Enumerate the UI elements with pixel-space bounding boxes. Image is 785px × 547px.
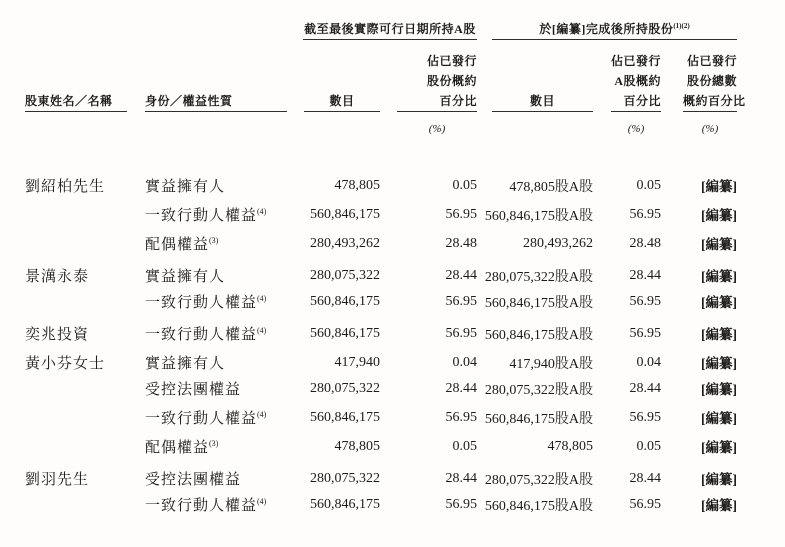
group1-header-cell: [287, 0, 477, 40]
cell-pct-current: 56.95: [445, 496, 478, 512]
cell-number-after: 280,075,322股A股: [484, 269, 594, 285]
cell-shareholder-name: [25, 374, 145, 403]
cell-number-after: 280,493,262: [523, 235, 594, 251]
table-row: [25, 461, 737, 490]
cell-capacity: 受控法團權益: [145, 382, 242, 398]
cell-number-after: 280,075,322股A股: [484, 382, 594, 398]
cell-number-current: 417,940: [334, 354, 380, 370]
cell-number-current: 280,075,322: [310, 267, 380, 283]
cell-pct-total-after: [編纂]: [701, 498, 738, 513]
cell-shareholder-name: 奕兆投資: [25, 327, 90, 343]
cell-number-current: 560,846,175: [310, 325, 380, 341]
cell-shareholder-name: 景澫永泰: [25, 269, 90, 285]
cell-number-current: 560,846,175: [310, 409, 380, 425]
cell-pct-current: 56.95: [445, 293, 478, 309]
cell-capacity: 實益擁有人: [145, 179, 226, 195]
table-row: [25, 200, 737, 229]
cell-shareholder-name: [25, 287, 145, 316]
cell-pct-a-after: 28.44: [629, 470, 662, 486]
header-number-after: [477, 40, 593, 112]
header-number-current-label: 數目: [329, 94, 355, 108]
group2-title: [492, 18, 737, 40]
cell-shareholder-name: [25, 432, 145, 461]
cell-capacity: 受控法團權益: [145, 472, 242, 488]
cell-shareholder-name: 黃小芬女士: [25, 356, 106, 372]
cell-pct-a-after: 56.95: [629, 409, 662, 425]
cell-pct-current: 56.95: [445, 206, 478, 222]
cell-pct-total-after: [編纂]: [701, 356, 738, 371]
group1-title: [303, 21, 477, 40]
header-number-current: [287, 40, 380, 112]
group2-title-text: 於[編纂]完成後所持股份: [539, 22, 674, 36]
cell-capacity: 配偶權益$^{(3)}$: [145, 236, 219, 253]
cell-shareholder-name: 劉紹柏先生: [25, 179, 106, 195]
header-number-after-label: 數目: [530, 94, 556, 108]
cell-capacity: 實益擁有人: [145, 269, 226, 285]
table-row: [25, 229, 737, 258]
cell-capacity: 配偶權益$^{(3)}$: [145, 439, 219, 456]
cell-pct-a-after: 56.95: [629, 206, 662, 222]
shareholding-table: [25, 0, 746, 519]
cell-number-after: 478,805股A股: [509, 179, 594, 195]
pct-unit-current: (%): [428, 123, 446, 135]
table-row: [25, 171, 737, 200]
cell-number-current: 478,805: [334, 438, 380, 454]
cell-capacity: 一致行動人權益$^{(4)}$: [145, 294, 267, 311]
cell-pct-current: 28.44: [445, 470, 478, 486]
cell-pct-a-after: 28.48: [629, 235, 662, 251]
cell-shareholder-name: [25, 200, 145, 229]
cell-pct-a-after: 0.05: [636, 438, 662, 454]
pct-unit-total-after: (%): [701, 123, 719, 135]
cell-pct-current: 56.95: [445, 325, 478, 341]
header-pct-current: 佔已發行 股份概約 百分比: [380, 40, 477, 112]
cell-number-current: 280,493,262: [310, 235, 380, 251]
header-pct-a-after: 佔已發行 A股概約 百分比: [593, 40, 661, 112]
cell-capacity: 一致行動人權益$^{(4)}$: [145, 410, 267, 427]
cell-number-after: 478,805: [547, 438, 594, 454]
table-row: [25, 345, 737, 374]
cell-pct-current: 0.05: [452, 438, 478, 454]
cell-pct-current: 0.05: [452, 177, 478, 193]
header-shareholder-name: [25, 40, 145, 112]
cell-number-current: 280,075,322: [310, 380, 380, 396]
cell-number-after: 280,075,322股A股: [484, 472, 594, 488]
cell-pct-current: 0.04: [452, 354, 478, 370]
cell-pct-total-after: [編纂]: [701, 472, 738, 487]
group2-title-footnote: (1)(2): [673, 22, 690, 30]
column-caption-row: [25, 40, 737, 112]
cell-number-after: 417,940股A股: [509, 356, 594, 372]
cell-pct-total-after: [編纂]: [701, 440, 738, 455]
table-row: [25, 316, 737, 345]
group2-header-cell: [477, 0, 737, 40]
cell-pct-a-after: 56.95: [629, 325, 662, 341]
header-shareholder-label: 股東姓名／名稱: [25, 94, 113, 108]
table-row: [25, 374, 737, 403]
group1-title-text: 截至最後實際可行日期所持A股: [304, 22, 476, 36]
cell-number-after: 560,846,175股A股: [484, 411, 594, 427]
cell-pct-total-after: [編纂]: [701, 327, 738, 342]
cell-pct-current: 56.95: [445, 409, 478, 425]
cell-number-current: 560,846,175: [310, 206, 380, 222]
cell-number-current: 478,805: [334, 177, 380, 193]
cell-pct-a-after: 0.05: [636, 177, 662, 193]
cell-pct-total-after: [編纂]: [701, 208, 738, 223]
cell-capacity: 一致行動人權益$^{(4)}$: [145, 326, 267, 343]
cell-number-current: 560,846,175: [310, 496, 380, 512]
cell-shareholder-name: 劉羽先生: [25, 472, 90, 488]
cell-pct-current: 28.48: [445, 235, 478, 251]
cell-pct-current: 28.44: [445, 380, 478, 396]
group-header-row: [25, 0, 737, 40]
cell-capacity: 一致行動人權益$^{(4)}$: [145, 207, 267, 224]
cell-number-after: 560,846,175股A股: [484, 295, 594, 311]
header-capacity: [145, 40, 287, 112]
cell-pct-a-after: 56.95: [629, 496, 662, 512]
cell-shareholder-name: [25, 403, 145, 432]
cell-pct-a-after: 56.95: [629, 293, 662, 309]
cell-capacity: 實益擁有人: [145, 356, 226, 372]
percent-unit-row: [25, 112, 737, 150]
cell-number-after: 560,846,175股A股: [484, 208, 594, 224]
cell-pct-total-after: [編纂]: [701, 295, 738, 310]
cell-pct-total-after: [編纂]: [701, 237, 738, 252]
header-capacity-label: 身份／權益性質: [145, 94, 233, 108]
cell-pct-total-after: [編纂]: [701, 382, 738, 397]
cell-number-current: 560,846,175: [310, 293, 380, 309]
header-pct-total-after: 佔已發行 股份總數 概約百分比: [661, 40, 737, 112]
cell-number-after: 560,846,175股A股: [484, 327, 594, 343]
cell-number-current: 280,075,322: [310, 470, 380, 486]
pct-unit-a-after: (%): [627, 123, 645, 135]
table-row: [25, 258, 737, 287]
table-row: [25, 490, 737, 519]
cell-number-after: 560,846,175股A股: [484, 498, 594, 514]
cell-shareholder-name: [25, 229, 145, 258]
cell-pct-a-after: 28.44: [629, 267, 662, 283]
cell-shareholder-name: [25, 490, 145, 519]
spacer-row: [25, 150, 737, 171]
table-row: [25, 403, 737, 432]
cell-pct-total-after: [編纂]: [701, 269, 738, 284]
cell-pct-a-after: 28.44: [629, 380, 662, 396]
cell-capacity: 一致行動人權益$^{(4)}$: [145, 497, 267, 514]
table-row: [25, 287, 737, 316]
cell-pct-total-after: [編纂]: [701, 411, 738, 426]
cell-pct-a-after: 0.04: [636, 354, 662, 370]
cell-pct-current: 28.44: [445, 267, 478, 283]
cell-pct-total-after: [編纂]: [701, 179, 738, 194]
table-row: [25, 432, 737, 461]
